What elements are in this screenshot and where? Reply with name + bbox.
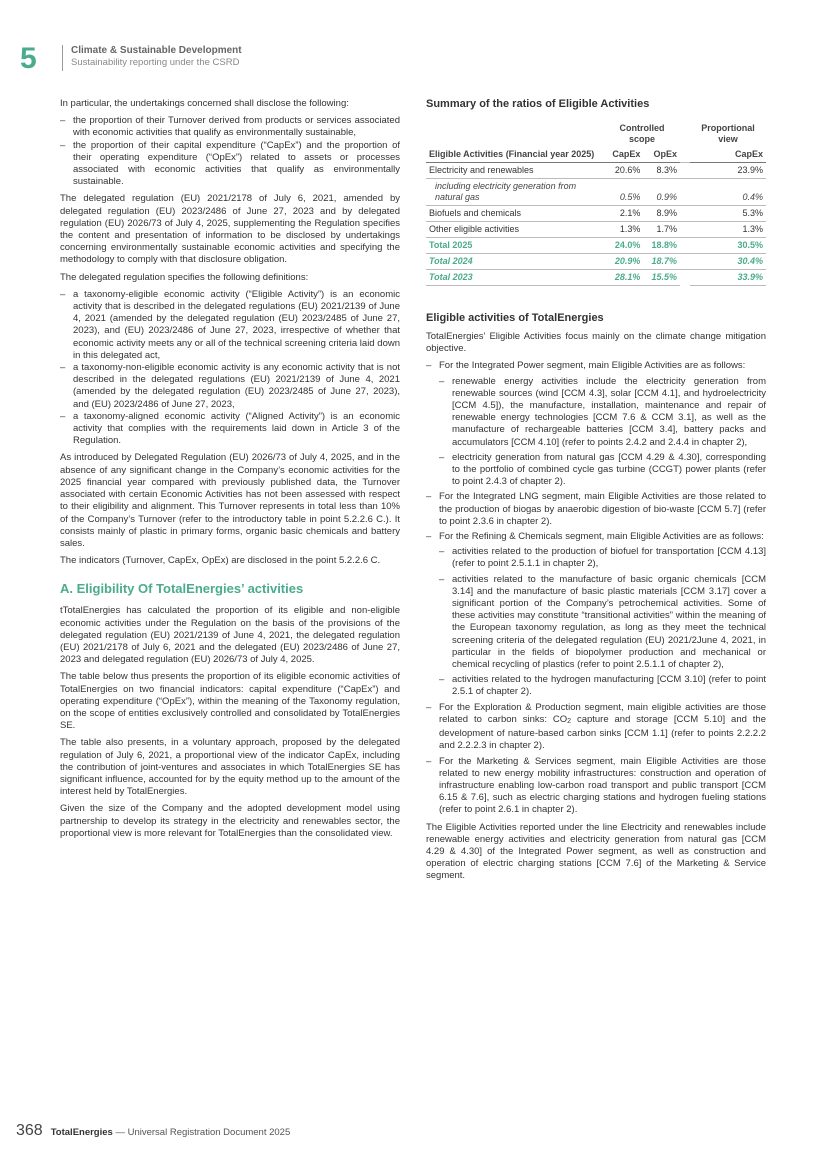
- footer-brand: TotalEnergies: [50, 1127, 113, 1138]
- column-group-proportional: Proportional view: [701, 123, 755, 144]
- table-title: Summary of the ratios of Eligible Activities: [426, 98, 650, 110]
- left-column: [60, 98, 400, 845]
- paragraph-focus: TotalEnergies’ Eligible Activities focus mainly on the climate change mitigation objective.: [426, 331, 766, 355]
- column-header-opex: OpEx: [643, 147, 680, 163]
- list-item: – activities related to the production of biofuel for transportation [CCM 4.13] (refer to point 2.5.1.1 in chapter 2),: [439, 546, 766, 570]
- chapter-title: Climate & Sustainable Development: [71, 45, 242, 56]
- table-row: including electricity generation from natural gas 0.5% 0.9% 0.4%: [426, 179, 766, 206]
- column-header-capex-proportional: CapEx: [690, 147, 766, 163]
- column-header-capex: CapEx: [604, 147, 643, 163]
- paragraph-calculated: tTotalEnergies has calculated the proportion of its eligible and non-eligible economic activities under the Regulation on the basis of the provisions of the delegated regulation (EU) 2021/2139 of June 4, 2021, the delegated regulation (EU) 2021/2178 of July 6, 2021 and the delegated (EU) 2023/2486 of June 27, 2023 and delegated regulation (EU) 2026/73 of July 4, 2025.: [60, 605, 400, 666]
- list-item: – a taxonomy-eligible economic activity (“Eligible Activity”) is an economic activity that is described in the delegated regulations (EU) 2021/2139 of June 4, 2021 (amended by the delegated regulation (EU) 2023/2485 of June 27, 2023), and (EU) 2023/2486 of June 27, 2023, irrespective of whether that economic activity meets any or all of the technical screening criteria laid down in this delegated act,: [60, 289, 400, 362]
- paragraph-introduced: As introduced by Delegated Regulation (EU) 2026/73 of July 4, 2025, and in the absence of any significant change in the Company’s economic activities for the 2025 financial year compared with previously published data, the Turnover associated with certain Economic Activities has not been assessed with respect to their eligibility and alignment. This Turnover represents in total less than 10% of the Company’s Turnover (refer to the introductory table in point 5.2.2.6 C.). It consists mainly of plastic in primary forms, organic basic chemicals and battery sales.: [60, 452, 400, 549]
- paragraph-indicators: The indicators (Turnover, CapEx, OpEx) are disclosed in the point 5.2.2.6 C.: [60, 555, 381, 567]
- list-item: – For the Exploration & Production segment, main eligible activities are those related to carbon sinks: CO2 capture and storage [CCM 5.10] and the development of nature-based carbon sinks [CCM 1.1] (refer to points 2.2.2.2 and 2.2.2.3 in chapter 2).: [426, 702, 766, 753]
- list-item: – For the Integrated LNG segment, main Eligible Activities are those related to the production of biogas by anaerobic digestion of bio-waste [CCM 5.7] (refer to point 2.3.6 in chapter 2).: [426, 491, 766, 528]
- section-heading-eligible-activities: Eligible activities of TotalEnergies: [426, 312, 604, 324]
- table-row: Other eligible activities 1.3% 1.7% 1.3%: [426, 222, 766, 238]
- table-row-total: Total 2025 24.0% 18.8% 30.5%: [426, 238, 766, 254]
- ratios-table: [426, 121, 766, 286]
- paragraph-intro: In particular, the undertakings concerned shall disclose the following:: [60, 98, 349, 109]
- paragraph-table-below: The table below thus presents the proportion of its eligible economic activities of TotalEnergies on two financial indicators: capital expenditure (“CapEx”) and operating expenditure (“OpEx”), within the meaning of the Taxonomy regulation, on the scope of entities exclusively controlled and consolidated by TotalEnergies SE.: [60, 671, 400, 732]
- column-header-label: Eligible Activities (Financial year 2025): [426, 121, 604, 163]
- table-row-total: Total 2023 28.1% 15.5% 33.9%: [426, 270, 766, 286]
- table-row-total: Total 2024 20.9% 18.7% 30.4%: [426, 254, 766, 270]
- list-item: – the proportion of their Turnover derived from products or services associated with economic activities that qualify as environmentally sustainable,: [60, 115, 400, 139]
- paragraph-given: Given the size of the Company and the adopted development model using partnership to develop its strategy in the electricity and renewables sector, the proportional view is more relevant for TotalEnergies than the consolidated view.: [60, 803, 400, 839]
- paragraph-delegated-regulation: The delegated regulation (EU) 2021/2178 of July 6, 2021, amended by delegated regulation (EU) 2023/2486 of June 27, 2023 and by delegated regulation (EU) 2026/73 of July 4, 2025, supplementing the Regulation specifies the content and presentation of information to be disclosed by undertakings concerning environmentally sustainable economic activities and specifying the methodology to comply with that disclosure obligation.: [60, 193, 400, 266]
- paragraph-table-also: The table also presents, in a voluntary approach, proposed by the delegated regulation of July 6, 2021, a proportional view of the indicator CapEx, including the contribution of joint-ventures and associates in which TotalEnergies SE has significant influence, accounted for by the equity method up to the amount of the interest held by TotalEnergies.: [60, 737, 400, 798]
- list-item: – For the Refining & Chemicals segment, main Eligible Activities are as follows:: [426, 531, 766, 543]
- list-item: – a taxonomy-non-eligible economic activity is any economic activity that is not described in the delegated regulations (EU) 2021/2139 of June 4, 2021 (amended by the delegated regulation (EU) 2023/2485 of June 27, 2023), and (EU) 2023/2486 of June 27, 2023,: [60, 362, 400, 411]
- paragraph-closing: The Eligible Activities reported under the line Electricity and renewables include renewable energy activities and electricity generation from natural gas [CCM 4.29 & 4.30] of the Integrated Power segment, as well as construction and operation of electric charging stations [CCM 7.6] of the Marketing & Service segment.: [426, 821, 766, 882]
- section-a-heading: A. Eligibility Of TotalEnergies’ activities: [60, 581, 304, 597]
- list-item: – activities related to the manufacture of basic organic chemicals [CCM 3.14] and the manufacture of basic plastic materials [CCM 3.17] cover a significant portion of the Company’s petrochemical activities. Some of these activities may constitute “transitional activities” within the meaning of the European taxonomy regulation, as long as they meet the technical screening criteria of the delegated regulation (EU) 2021/2June 4, 2021, in particular in the fields of biopolymer production and mechanical or chemical recycling of plastics (refer to point 2.5.1.1 of chapter 2),: [439, 574, 766, 672]
- list-item: – the proportion of their capital expenditure (“CapEx”) and the proportion of their operating expenditure (“OpEx”) related to assets or processes associated with economic activities that qualify as environmentally sustainable.: [60, 140, 400, 189]
- page-number: 368: [16, 1122, 43, 1139]
- list-item: – a taxonomy-aligned economic activity (“Aligned Activity”) is an economic activity that complies with the requirements laid down in Article 3 of the Regulation.: [60, 411, 400, 448]
- table-row: Electricity and renewables 20.6% 8.3% 23.9%: [426, 163, 766, 179]
- footer-document-title: — Universal Registration Document 2025: [112, 1127, 291, 1138]
- paragraph-definitions: The delegated regulation specifies the following definitions:: [60, 271, 309, 283]
- page-footer: [16, 1122, 290, 1140]
- list-item: – renewable energy activities include the electricity generation from renewable sources (wind [CCM 4.3], solar [CCM 4.1], and hydroelectricity [CCM 4.5]), the manufacture, installation, maintenance and repair of renewable energy technologies [CCM 7.6 & CCM 3.1], as well as the manufacture of rechargeable batteries [CCM 3.4], battery packs and accumulators [CCM 4.10] (refer to points 2.4.2 and 2.4.4 in chapter 2),: [439, 376, 766, 449]
- list-item: – activities related to the hydrogen manufacturing [CCM 3.10] (refer to point 2.5.1 of chapter 2).: [439, 674, 766, 698]
- table-row: Biofuels and chemicals 2.1% 8.9% 5.3%: [426, 206, 766, 222]
- header-divider: [62, 45, 63, 71]
- column-group-controlled: Controlled scope: [619, 123, 665, 144]
- chapter-subtitle: Sustainability reporting under the CSRD: [71, 57, 240, 68]
- list-item: – For the Integrated Power segment, main Eligible Activities are as follows:: [426, 360, 766, 372]
- list-item: – For the Marketing & Services segment, main Eligible Activities are those related to new energy mobility infrastructures: construction and operation of infrastructure enabling low-carbon road transport and public transport [CCM 6.15 & 7.6], such as electric charging stations and hydrogen fueling stations (refer to point 2.6.1 in chapter 2).: [426, 756, 766, 817]
- chapter-number: 5: [20, 42, 37, 75]
- right-column: [426, 98, 766, 888]
- list-item: – electricity generation from natural gas [CCM 4.29 & 4.30], corresponding to the portfolio of combined cycle gas turbine (CCGT) power plants (refer to point 2.4.3 of chapter 2).: [439, 452, 766, 489]
